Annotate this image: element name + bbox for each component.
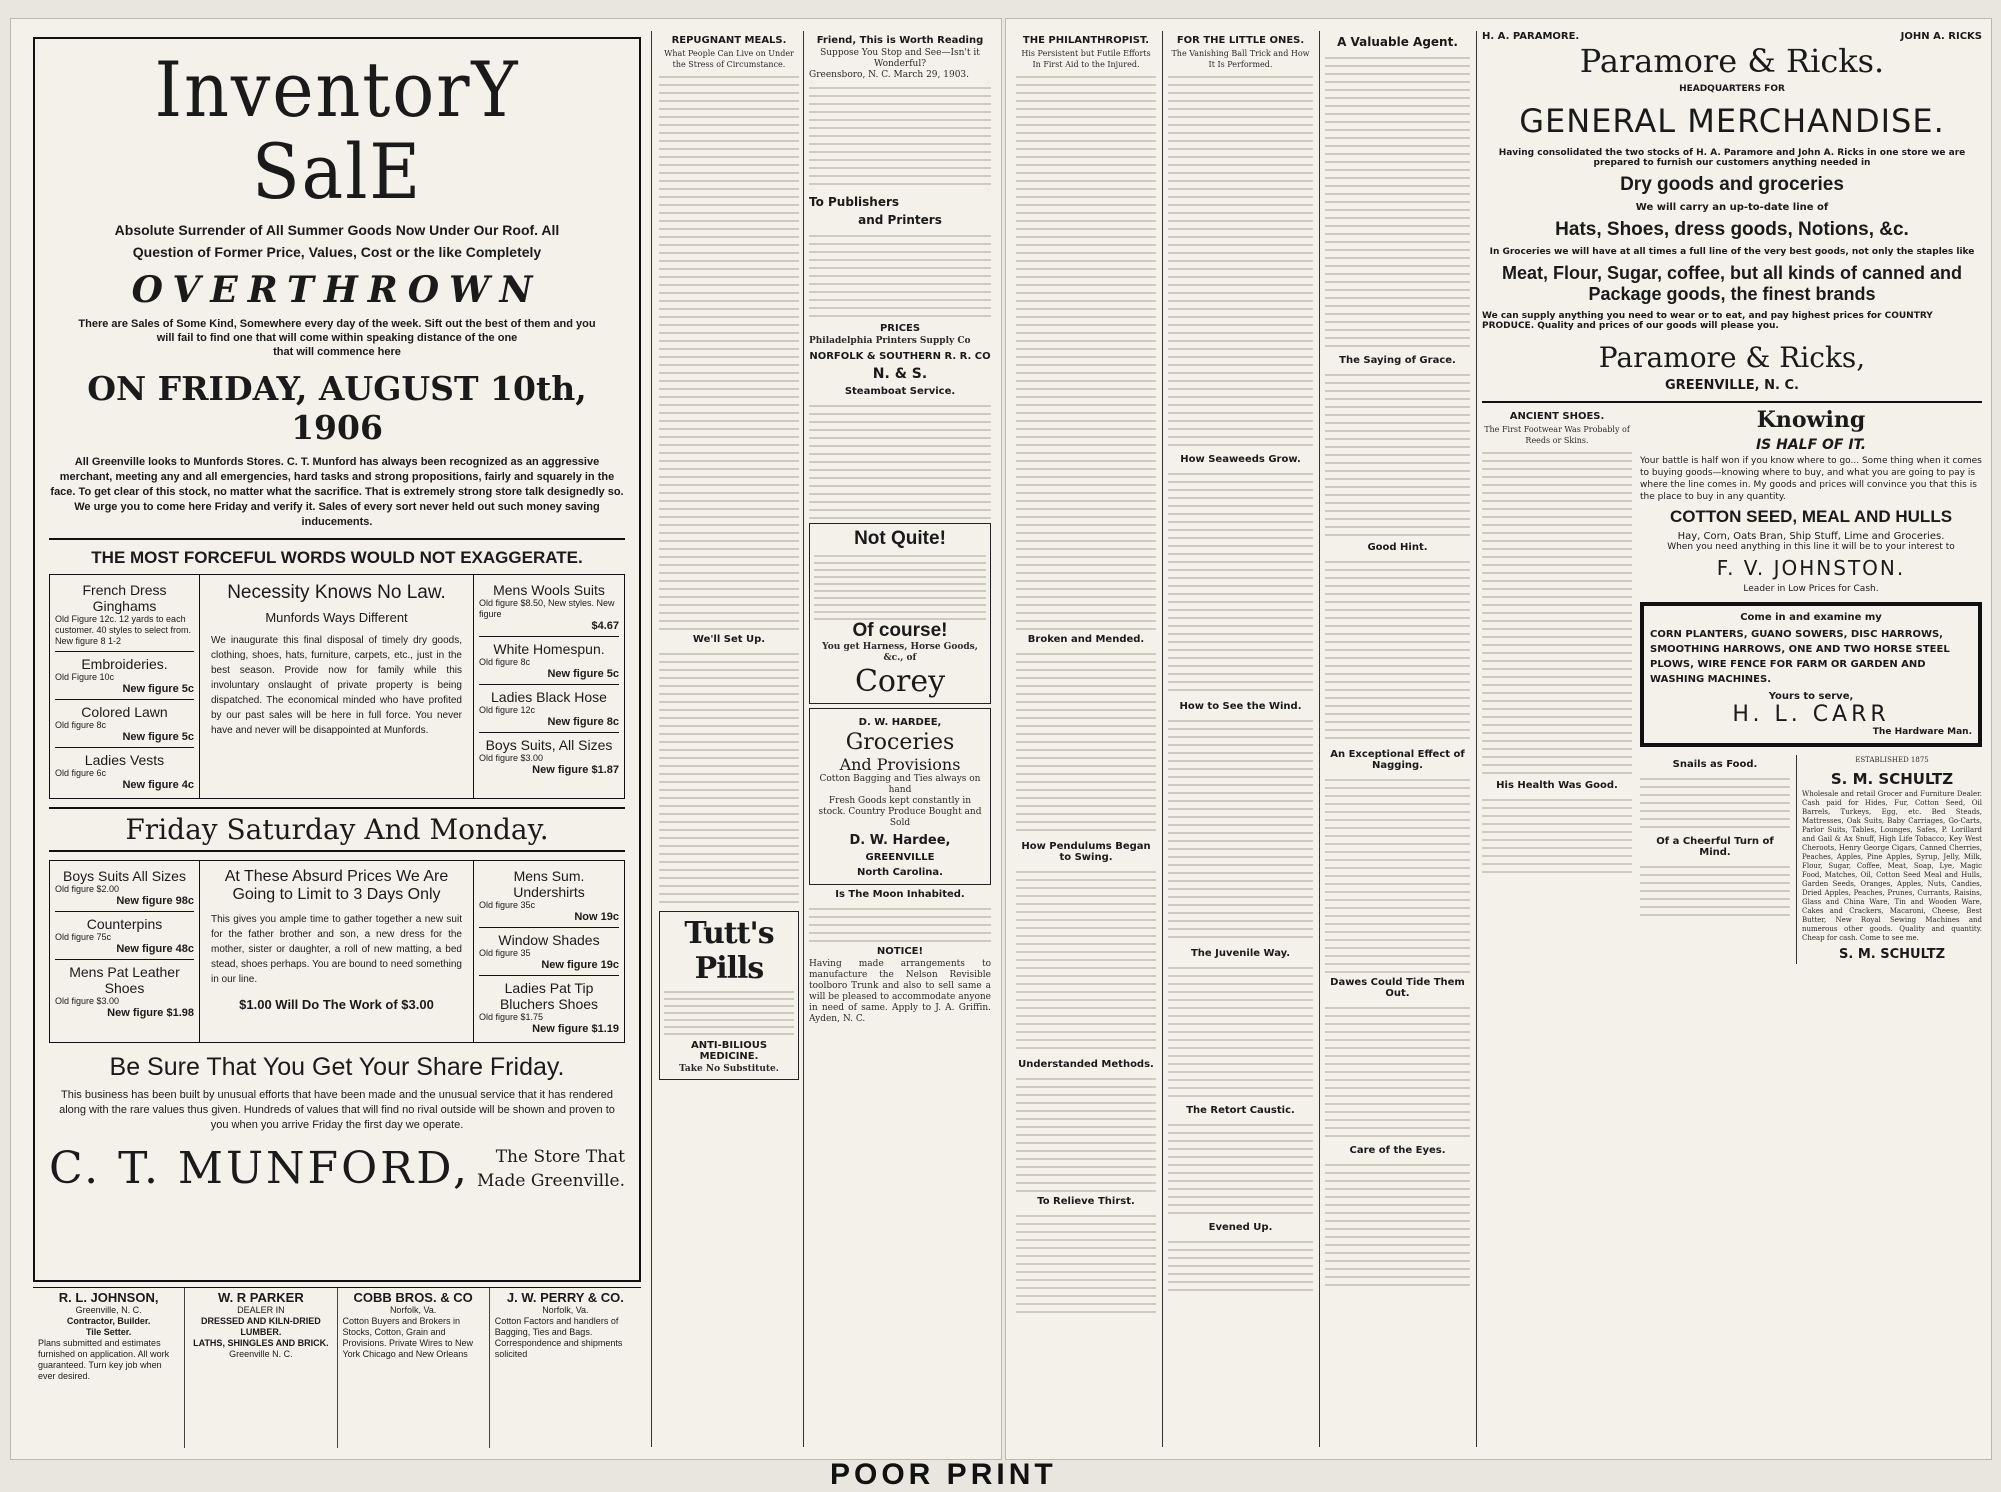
item-name: Embroideries. xyxy=(81,656,168,672)
body-text-block xyxy=(1640,860,1790,920)
body-text-block xyxy=(1325,368,1470,538)
perry-ad xyxy=(490,1288,641,1448)
item-desc: Old figure $3.00 xyxy=(55,996,120,1006)
repugnant-meals-column xyxy=(659,31,799,1447)
pills-sub: ANTI-BILIOUS MEDICINE. xyxy=(690,1040,768,1062)
divider xyxy=(1482,401,1982,403)
be-sure-heading: Be Sure That You Get Your Share Friday. xyxy=(109,1053,565,1081)
item-name: Counterpins xyxy=(86,916,163,932)
schultz-established: ESTABLISHED 1875 xyxy=(1855,756,1929,764)
column-rule xyxy=(1162,31,1163,1447)
article-heading: Of a Cheerful Turn of Mind. xyxy=(1656,836,1774,858)
ad-line: Tile Setter. xyxy=(85,1327,132,1337)
sale-date: ON FRIDAY, AUGUST 10th, 1906 xyxy=(87,369,587,447)
item-price: New figure $1.87 xyxy=(532,764,619,776)
right-price-column-2 xyxy=(474,861,624,1042)
inventory-sale-ad xyxy=(33,37,641,1282)
price-item xyxy=(479,928,619,976)
item-price: New figure 48c xyxy=(116,943,194,955)
hardware-man: The Hardware Man. xyxy=(1872,727,1972,737)
center-text-column xyxy=(200,575,474,798)
article-heading: Friend, This is Worth Reading xyxy=(816,35,984,46)
body-text-block xyxy=(1325,1158,1470,1288)
ad-line: DEALER IN xyxy=(237,1305,285,1315)
article-heading: To Relieve Thirst. xyxy=(1037,1196,1135,1207)
sale-body: All Greenville looks to Munfords Stores. C. T. Munford has always been recognized as an aggressive merchant, meeting any and all emergencies, hard tasks and strong propositions, fairly and squarely in the face. To get clear of this stock, no matter what the sacrifice. That is extremely strong store talk designedly so. We urge you to come here Friday and verify it. Sales of every sort never held out such money saving inducements. xyxy=(50,456,624,528)
item-name: White Homespun. xyxy=(493,641,605,657)
publishers-heading-2: and Printers xyxy=(858,213,942,227)
steamboat-heading: Steamboat Service. xyxy=(844,386,956,397)
column-rule xyxy=(1476,31,1477,1447)
right-price-column xyxy=(474,575,624,798)
corey-ad xyxy=(809,523,991,704)
body-text-block xyxy=(1016,70,1156,630)
johnston-name: F. V. JOHNSTON. xyxy=(1716,556,1906,580)
consolidated-text: Having consolidated the two stocks of H. A. Paramore and John A. Ricks in one store we are prepared to furnish our customers anything needed in xyxy=(1498,148,1966,168)
paramore-ricks-title: Paramore & Ricks. xyxy=(1579,42,1885,80)
price-item xyxy=(479,637,619,685)
item-name: Boys Suits All Sizes xyxy=(63,868,186,884)
article-heading: Good Hint. xyxy=(1367,542,1428,553)
body-text-block xyxy=(809,229,991,319)
body-text-block xyxy=(809,81,991,191)
cotton-bagging: Cotton Bagging and Ties always on hand xyxy=(819,774,981,795)
tutts-pills-ad xyxy=(659,911,799,1080)
article-heading: REPUGNANT MEALS. xyxy=(671,35,787,46)
ad-line: Cotton Buyers and Brokers in Stocks, Cotton, Grain and Provisions. Private Wires to New York Chicago and New Orleans xyxy=(342,1316,474,1359)
item-price: New figure 4c xyxy=(122,779,194,791)
price-item xyxy=(55,960,194,1023)
left-price-column xyxy=(50,575,200,798)
ad-line: DRESSED AND KILN-DRIED LUMBER. xyxy=(201,1316,321,1337)
ad-line: Plans submitted and estimates furnished on application. All work guaranteed. Turn key job when ever desired. xyxy=(38,1338,170,1381)
item-desc: Old figure 75c xyxy=(55,932,112,942)
body-text-block xyxy=(1016,1209,1156,1319)
column-rule xyxy=(651,31,652,1447)
absurd-prices-heading: At These Absurd Prices We Are Going to Limit to 3 Days Only xyxy=(224,868,449,903)
body-text-block xyxy=(1325,555,1470,745)
pills-note: Take No Substitute. xyxy=(679,1064,779,1074)
greenville-nc: GREENVILLE, N. C. xyxy=(1665,378,1799,393)
body-text-block xyxy=(809,902,991,942)
body-text-block xyxy=(1640,772,1790,832)
price-item xyxy=(55,578,194,652)
body-text-block xyxy=(1016,1072,1156,1192)
article-heading: Dawes Could Tide Them Out. xyxy=(1330,977,1465,999)
divider xyxy=(49,538,625,540)
necessity-heading: Necessity Knows No Law. xyxy=(227,582,446,603)
schultz-body: Wholesale and retail Grocer and Furniture Dealer. Cash paid for Hides, Fur, Cotton Seed, Oil Barrels, Turkeys, Egg, etc. Bed Steads, Mattresses, Oak Suits, Baby Carriages, Go-Carts, Parlor Suits, Tables, Lounges, Safes, P. Lorillard and Gail & Ax Snuff, High Life Tobacco, Key West Cheroots, Henry George Cigars, Canned Cherries, Peaches, Apples, Pine Apples, Syrup, Jelly, Milk, Flour, Sugar, Coffee, Meat, Soap, Lye, Magic Food, Matches, Oil, Cotton Seed Meal and Hulls, Garden Seeds, Oranges, Apples, Nuts, Candies, Dried Apples, Peaches, Prunes, Currants, Raisins, Glass and China Ware, Tin and Wooden Ware, Cakes and Crackers, Macaroni, Cheese, Best Butter, New Royal Sewing Machines and numerous other goods. Quality and quantity. Cheap for cash. Come to see me. xyxy=(1802,790,1982,942)
body-text-block xyxy=(1168,1235,1313,1295)
dollar-deal: $1.00 Will Do The Work of $3.00 xyxy=(239,997,434,1012)
price-item xyxy=(55,912,194,960)
ad-line: Norfolk, Va. xyxy=(542,1305,589,1315)
north-carolina: North Carolina. xyxy=(857,867,943,878)
price-grid-1 xyxy=(49,574,625,799)
munford-signature xyxy=(49,1143,625,1194)
ad-line: LATHS, SHINGLES AND BRICK. xyxy=(193,1338,329,1348)
article-subheading: The Vanishing Ball Trick and How It Is Performed. xyxy=(1171,49,1310,69)
price-item xyxy=(479,976,619,1039)
article-heading: Snails as Food. xyxy=(1672,759,1758,770)
poor-print-mark: POOR PRINT xyxy=(830,1458,1057,1491)
item-desc: Old figure $3.00 xyxy=(479,753,544,763)
paramore-name: H. A. PARAMORE. xyxy=(1482,31,1580,42)
hardee-ad xyxy=(809,708,991,885)
item-price: New figure 5c xyxy=(122,683,194,695)
article-heading: FOR THE LITTLE ONES. xyxy=(1176,35,1305,46)
greenville: GREENVILLE xyxy=(865,852,935,863)
article-subheading: His Persistent but Futile Efforts In First Aid to the Injured. xyxy=(1021,49,1151,69)
friday-saturday-monday: Friday Saturday And Monday. xyxy=(49,807,625,852)
notice-heading: NOTICE! xyxy=(876,946,924,957)
notice-body: Having made arrangements to manufacture the Nelson Revisible toolboro Trunk and also to sell same a will be pleased to accommodate anyone in need of same. Apply to J. A. Griffin. Ayden, N. C. xyxy=(809,959,991,1024)
item-name: Mens Pat Leather Shoes xyxy=(69,964,180,996)
cotton-seed-heading: COTTON SEED, MEAL AND HULLS xyxy=(1669,507,1953,526)
item-name: Mens Sum. Undershirts xyxy=(513,868,585,900)
philanthropist-column xyxy=(1016,31,1156,1447)
ad-title: W. R PARKER xyxy=(218,1290,304,1305)
item-desc: Old figure $8.50, New styles. New figure xyxy=(479,598,615,619)
item-price: New figure $1.98 xyxy=(107,1007,194,1019)
headquarters-line: HEADQUARTERS FOR xyxy=(1679,84,1785,94)
center-text-column-2 xyxy=(200,861,474,1042)
provisions: And Provisions xyxy=(839,755,961,774)
proprietors-row xyxy=(1482,31,1982,42)
price-item xyxy=(55,748,194,795)
ad-title: COBB BROS. & CO xyxy=(353,1290,473,1305)
ad-line: Contractor, Builder. xyxy=(66,1316,151,1326)
intro-line-2: will fail to find one that will come within speaking distance of the one xyxy=(156,332,518,344)
intro-line-3: that will commence here xyxy=(273,346,401,358)
bottom-ads-row xyxy=(33,1287,641,1448)
item-desc: Old Figure 10c xyxy=(55,672,115,682)
item-name: Colored Lawn xyxy=(81,704,168,720)
left-newspaper-page xyxy=(10,18,1002,1460)
item-desc: Old figure $1.75 xyxy=(479,1012,544,1022)
body-text-block xyxy=(1168,467,1313,697)
overthrown-heading: OVERTHROWN xyxy=(131,269,543,311)
column-rule xyxy=(803,31,804,1447)
item-name: French Dress Ginghams xyxy=(82,582,167,614)
item-price: Now 19c xyxy=(574,911,619,923)
ads-column xyxy=(809,31,991,1447)
body-text-block xyxy=(1168,70,1313,450)
item-price: New figure 19c xyxy=(541,959,619,971)
ns-heading: N. & S. xyxy=(872,366,928,382)
price-item xyxy=(479,733,619,780)
body-text-block xyxy=(659,647,799,907)
article-subheading: The First Footwear Was Probably of Reeds or Skins. xyxy=(1484,425,1630,445)
item-price: $4.67 xyxy=(591,620,619,632)
right-newspaper-page xyxy=(1005,18,1992,1460)
article-heading: We'll Set Up. xyxy=(692,634,766,645)
ad-title: J. W. PERRY & CO. xyxy=(506,1290,624,1305)
snails-column xyxy=(1640,755,1790,964)
article-subheading: Suppose You Stop and See—Isn't it Wonderful? xyxy=(820,48,980,69)
schultz-name-2: S. M. SCHULTZ xyxy=(1839,947,1945,962)
schultz-ad xyxy=(1796,755,1982,964)
price-item xyxy=(55,864,194,912)
inventory-subtitle-2: Question of Former Price, Values, Cost or the like Completely xyxy=(132,244,542,260)
item-price: New figure 5c xyxy=(122,731,194,743)
fresh-goods: Fresh Goods kept constantly in stock. Country Produce Bought and Sold xyxy=(818,796,982,828)
cobb-ad xyxy=(338,1288,490,1448)
groceries: Groceries xyxy=(845,730,955,755)
knowing-body: Your battle is half won if you know where to go... Some thing when it comes to buying goods—knowing where to buy, and what you are going to pay is where the line comes in. My goods and prices will convince you that this is the place to buy in any quantity. xyxy=(1640,456,1982,502)
hardee-name: D. W. HARDEE, xyxy=(858,717,942,728)
body-text-block xyxy=(1325,1001,1470,1141)
ad-line: Cotton Factors and handlers of Bagging, Ties and Bags. xyxy=(494,1316,619,1337)
article-heading: An Exceptional Effect of Nagging. xyxy=(1330,749,1465,771)
intro-line-1: There are Sales of Some Kind, Somewhere every day of the week. Sift out the best of them and you xyxy=(78,318,596,330)
item-desc: Old figure $2.00 xyxy=(55,884,120,894)
center-body: We inaugurate this final disposal of timely dry goods, clothing, shoes, hats, furniture, carpets, etc., just in the best season. Provide now for family while this involuntary onslaught of private property is being dispatched. The economical minded who have profited by our past sales will be here in full force. You never have and never will be disappointed at Munfords. xyxy=(211,635,462,736)
article-heading: Care of the Eyes. xyxy=(1349,1145,1446,1156)
body-text-block xyxy=(1482,446,1632,776)
item-name: Boys Suits, All Sizes xyxy=(485,737,613,753)
parker-ad xyxy=(185,1288,337,1448)
ricks-name: JOHN A. RICKS xyxy=(1900,31,1982,42)
body-text-block xyxy=(814,550,986,620)
item-desc: Old figure 35c xyxy=(479,900,536,910)
article-heading: How Seaweeds Grow. xyxy=(1180,454,1301,465)
valuable-agent-column xyxy=(1325,31,1470,1447)
price-item xyxy=(479,578,619,637)
harness-line: You get Harness, Horse Goods, &c., of xyxy=(822,642,978,663)
ad-line: Correspondence and shipments solicited xyxy=(494,1338,623,1359)
forceful-heading: THE MOST FORCEFUL WORDS WOULD NOT EXAGGERATE. xyxy=(91,548,583,567)
johnston-carr-column xyxy=(1640,407,1982,964)
closing-text: This business has been built by unusual efforts that have been made and the unusual service that it has rendered along with the rare values thus given. Hundreds of values that will find no rival outside will be shown and proven to you when you arrive Friday the first day we operate. xyxy=(59,1089,615,1131)
of-course: Of course! xyxy=(852,620,948,641)
munford-tagline xyxy=(477,1145,625,1193)
bottom-right-row xyxy=(1640,755,1982,964)
body-text-block xyxy=(1325,51,1470,351)
ad-line: Greenville, N. C. xyxy=(75,1305,142,1315)
pills-title: Tutt's Pills xyxy=(684,916,774,986)
johnson-ad xyxy=(33,1288,185,1448)
item-desc: Old figure 6c xyxy=(55,768,107,778)
carr-hardware-ad xyxy=(1640,602,1982,747)
left-price-column-2 xyxy=(50,861,200,1042)
body-text-block xyxy=(1016,647,1156,837)
body-text-block xyxy=(1325,773,1470,973)
item-desc: Old figure 12c xyxy=(479,705,536,715)
lower-ads-row xyxy=(1482,407,1982,964)
carr-name: H. L. CARR xyxy=(1732,702,1890,727)
knowing-heading: Knowing xyxy=(1756,407,1866,433)
hardee-name-2: D. W. Hardee, xyxy=(849,833,951,848)
article-heading: Broken and Mended. xyxy=(1027,634,1145,645)
munfords-ways: Munfords Ways Different xyxy=(265,610,408,625)
item-name: Ladies Vests xyxy=(84,752,165,768)
supply-text: We can supply anything you need to wear or to eat, and pay highest prices for COUNTRY PRODUCE. Quality and prices of our goods will please you. xyxy=(1482,311,1933,331)
yours-line: Yours to serve, xyxy=(1768,691,1854,702)
article-subheading: What People Can Live on Under the Stress of Circumstance. xyxy=(664,49,794,69)
article-heading: The Saying of Grace. xyxy=(1339,355,1456,366)
ad-line: Greenville N. C. xyxy=(229,1349,293,1359)
item-price: New figure 98c xyxy=(116,895,194,907)
groceries-text: In Groceries we will have at all times a full line of the very best goods, not only the staples like xyxy=(1489,247,1975,257)
corey-name: Corey xyxy=(854,664,946,699)
dateline: Greensboro, N. C. March 29, 1903. xyxy=(809,70,970,80)
article-heading: THE PHILANTHROPIST. xyxy=(1022,35,1150,46)
article-heading: The Juvenile Way. xyxy=(1190,948,1291,959)
line-of-text: We will carry an up-to-date line of xyxy=(1635,202,1829,213)
article-heading: How to See the Wind. xyxy=(1179,701,1302,712)
article-heading: Understanded Methods. xyxy=(1018,1059,1154,1070)
article-heading: Evened Up. xyxy=(1208,1222,1273,1233)
ad-line: Norfolk, Va. xyxy=(389,1305,437,1315)
body-text-block xyxy=(664,986,794,1036)
article-heading: A Valuable Agent. xyxy=(1337,35,1458,49)
item-price: New figure $1.19 xyxy=(532,1023,619,1035)
item-desc: Old figure 35 xyxy=(479,948,531,958)
article-heading: His Health Was Good. xyxy=(1496,780,1618,791)
column-rule xyxy=(1319,31,1320,1447)
body-text-block xyxy=(809,399,991,519)
item-name: Ladies Pat Tip Bluchers Shoes xyxy=(499,980,599,1012)
ads-right-column xyxy=(1482,31,1982,1447)
carr-intro: Come in and examine my xyxy=(1740,612,1882,623)
item-name: Window Shades xyxy=(498,932,600,948)
general-merchandise: GENERAL MERCHANDISE. xyxy=(1519,102,1945,140)
hats-heading: Hats, Shoes, dress goods, Notions, &c. xyxy=(1555,219,1909,240)
body-text-block xyxy=(1168,1118,1313,1218)
ad-title: R. L. JOHNSON, xyxy=(58,1290,159,1305)
item-price: New figure 5c xyxy=(547,668,619,680)
item-desc: Old Figure 12c. 12 yards to each customer. 40 styles to select from. New figure 8 1-2 xyxy=(55,614,192,646)
item-desc: Old figure 8c xyxy=(479,657,531,667)
little-ones-column xyxy=(1168,31,1313,1447)
article-heading: How Pendulums Began to Swing. xyxy=(1021,841,1151,863)
ancient-shoes-column xyxy=(1482,407,1632,964)
leader-line: Leader in Low Prices for Cash. xyxy=(1743,584,1879,594)
half-heading: IS HALF OF IT. xyxy=(1755,437,1867,453)
price-grid-2 xyxy=(49,860,625,1043)
item-name: Mens Wools Suits xyxy=(493,582,605,598)
body-text-block xyxy=(1482,793,1632,873)
tagline-line-2: Made Greenville. xyxy=(476,1170,625,1191)
prices-heading: PRICES xyxy=(879,323,921,334)
publishers-heading-1: To Publishers xyxy=(809,195,900,209)
not-quite: Not Quite! xyxy=(854,528,946,549)
item-name: Ladies Black Hose xyxy=(491,689,607,705)
price-item xyxy=(55,700,194,748)
article-heading: ANCIENT SHOES. xyxy=(1509,411,1605,422)
schultz-name: S. M. SCHULTZ xyxy=(1830,770,1954,788)
article-heading: Is The Moon Inhabited. xyxy=(835,889,965,900)
price-item xyxy=(55,652,194,700)
dry-goods-heading: Dry goods and groceries xyxy=(1620,174,1844,195)
hay-line: Hay, Corn, Oats Bran, Ship Stuff, Lime and Groceries. xyxy=(1677,531,1945,542)
paramore-ricks-title-2: Paramore & Ricks, xyxy=(1598,341,1866,374)
phila-printers: Philadelphia Printers Supply Co xyxy=(809,336,971,346)
body-text-block xyxy=(1168,961,1313,1101)
norfolk-heading: NORFOLK & SOUTHERN R. R. CO xyxy=(809,351,991,362)
body-text-block xyxy=(1016,865,1156,1055)
carr-body: CORN PLANTERS, GUANO SOWERS, DISC HARROWS, SMOOTHING HARROWS, ONE AND TWO HORSE STEEL PLOWS, WIRE FENCE FOR FARM OR GARDEN AND WASHING MACHINES. xyxy=(1650,629,1950,685)
inventory-title: InventorY SalE xyxy=(154,45,520,216)
inventory-subtitle-1: Absolute Surrender of All Summer Goods Now Under Our Roof. All xyxy=(114,222,560,238)
meat-flour-heading: Meat, Flour, Sugar, coffee, but all kinds of canned and Package goods, the finest brands xyxy=(1501,263,1963,304)
item-price: New figure 8c xyxy=(547,716,619,728)
article-heading: The Retort Caustic. xyxy=(1186,1105,1295,1116)
tagline-line-1: The Store That xyxy=(495,1146,625,1167)
anything-line: When you need anything in this line it will be to your interest to xyxy=(1667,542,1955,552)
item-desc: Old figure 8c xyxy=(55,720,107,730)
munford-name: C. T. MUNFORD, xyxy=(49,1143,470,1194)
price-item xyxy=(479,864,619,928)
body-text-block xyxy=(659,70,799,630)
price-item xyxy=(479,685,619,733)
center-body-2: This gives you ample time to gather together a new suit for the father brother and son, a new dress for the mother, sister or daughter, a roll of new matting, a bed stead, shoes perhaps. You are bound to need something in our line. xyxy=(211,914,462,985)
body-text-block xyxy=(1168,714,1313,944)
